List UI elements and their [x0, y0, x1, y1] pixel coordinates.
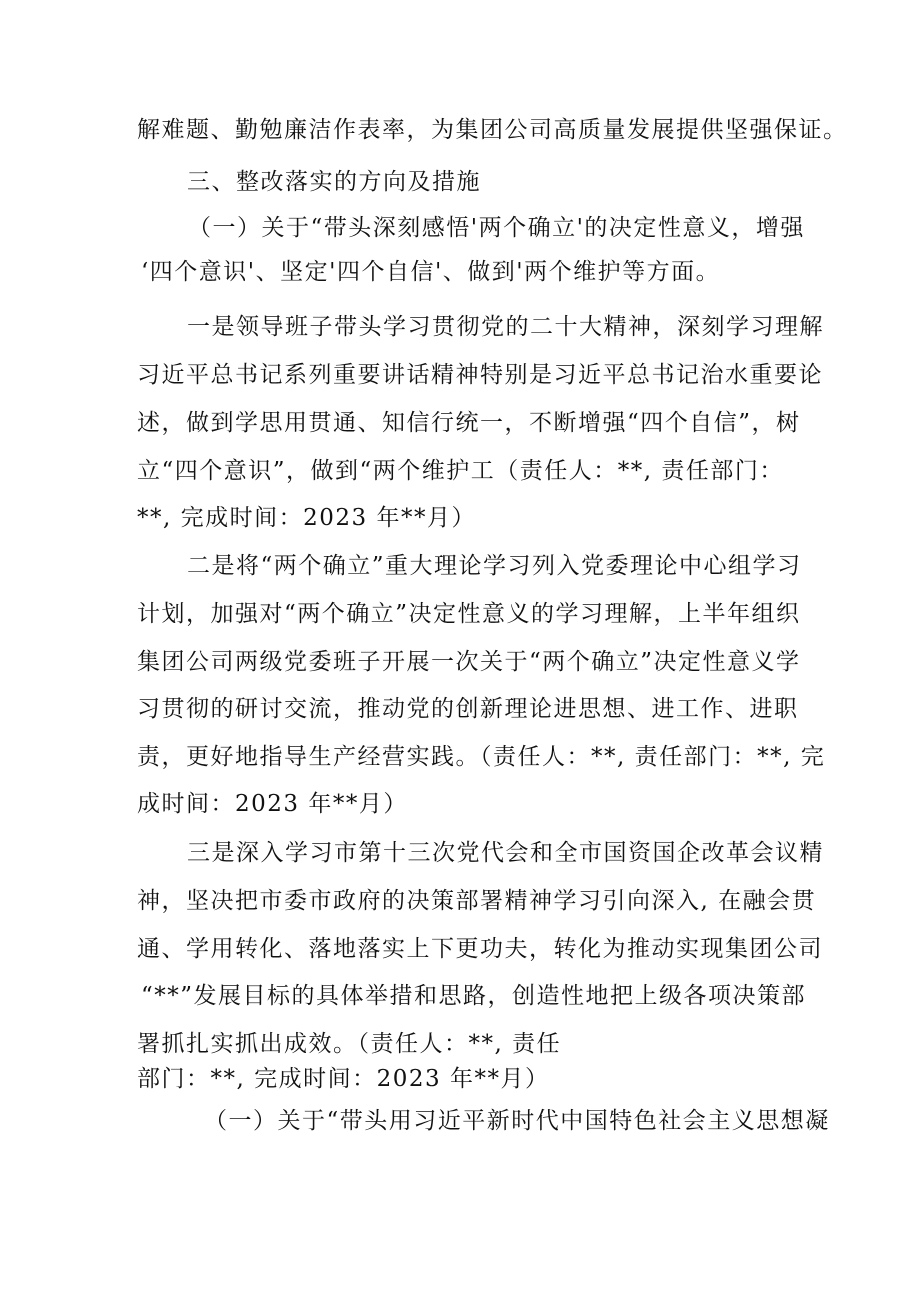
paragraph-2-line-1: 二是将“两个确立”重大理论学习列入党委理论中心组学习 [187, 553, 802, 579]
paragraph-3-line-6: 部门：**, 完成时间：2023 年**月） [137, 1066, 550, 1092]
section-heading: 三、整改落实的方向及措施 [187, 169, 481, 195]
paragraph-3-line-5: 署抓扎实抓出成效。（责任人：**, 责任 [137, 1031, 562, 1057]
paragraph-2-line-3: 集团公司两级党委班子开展一次关于“两个确立”决定性意义学 [137, 649, 801, 675]
paragraph-2-line-2: 计划，加强对“两个确立”决定性意义的学习理解，上半年组织 [137, 601, 801, 627]
paragraph-3-line-1: 三是深入学习市第十三次党代会和全市国资国企改革会议精 [187, 840, 824, 866]
paragraph-2-line-6: 成时间：2023 年**月） [137, 791, 408, 817]
paragraph-3-line-4: “**”发展目标的具体举措和思路，创造性地把上级各项决策部 [141, 983, 807, 1009]
subsection-heading-2: （一）关于“带头用习近平新时代中国特色社会主义思想凝 [204, 1108, 830, 1134]
text-line-1: 解难题、勤勉廉洁作表率，为集团公司高质量发展提供坚强保证。 [137, 117, 848, 143]
paragraph-1-line-2: 习近平总书记系列重要讲话精神特别是习近平总书记治水重要论 [137, 362, 823, 388]
text-line-4: ‘四个意识'、坚定'四个自信'、做到'两个维护等方面。 [141, 259, 721, 285]
paragraph-1-line-1: 一是领导班子带头学习贯彻党的二十大精神，深刻学习理解 [187, 314, 824, 340]
paragraph-3-line-3: 通、学用转化、落地落实上下更功夫，转化为推动实现集团公司 [137, 936, 823, 962]
paragraph-2-line-4: 习贯彻的研讨交流，推动党的创新理论进思想、进工作、进职 [137, 696, 799, 722]
subsection-heading: （一）关于“带头深刻感悟'两个确立'的决定性意义，增强 [188, 215, 805, 241]
paragraph-1-line-4: 立“四个意识”，做到“两个维护工（责任人：**, 责任部门： [137, 458, 784, 484]
paragraph-3-line-2: 神，坚决把市委市政府的决策部署精神学习引向深入, 在融会贯 [137, 888, 817, 914]
paragraph-2-line-5: 责，更好地指导生产经营实践。（责任人：**, 责任部门：**, 完 [137, 744, 826, 770]
paragraph-1-line-5: **, 完成时间：2023 年**月） [137, 505, 476, 531]
paragraph-1-line-3: 述，做到学思用贯通、知信行统一，不断增强“四个自信”，树 [137, 410, 801, 436]
